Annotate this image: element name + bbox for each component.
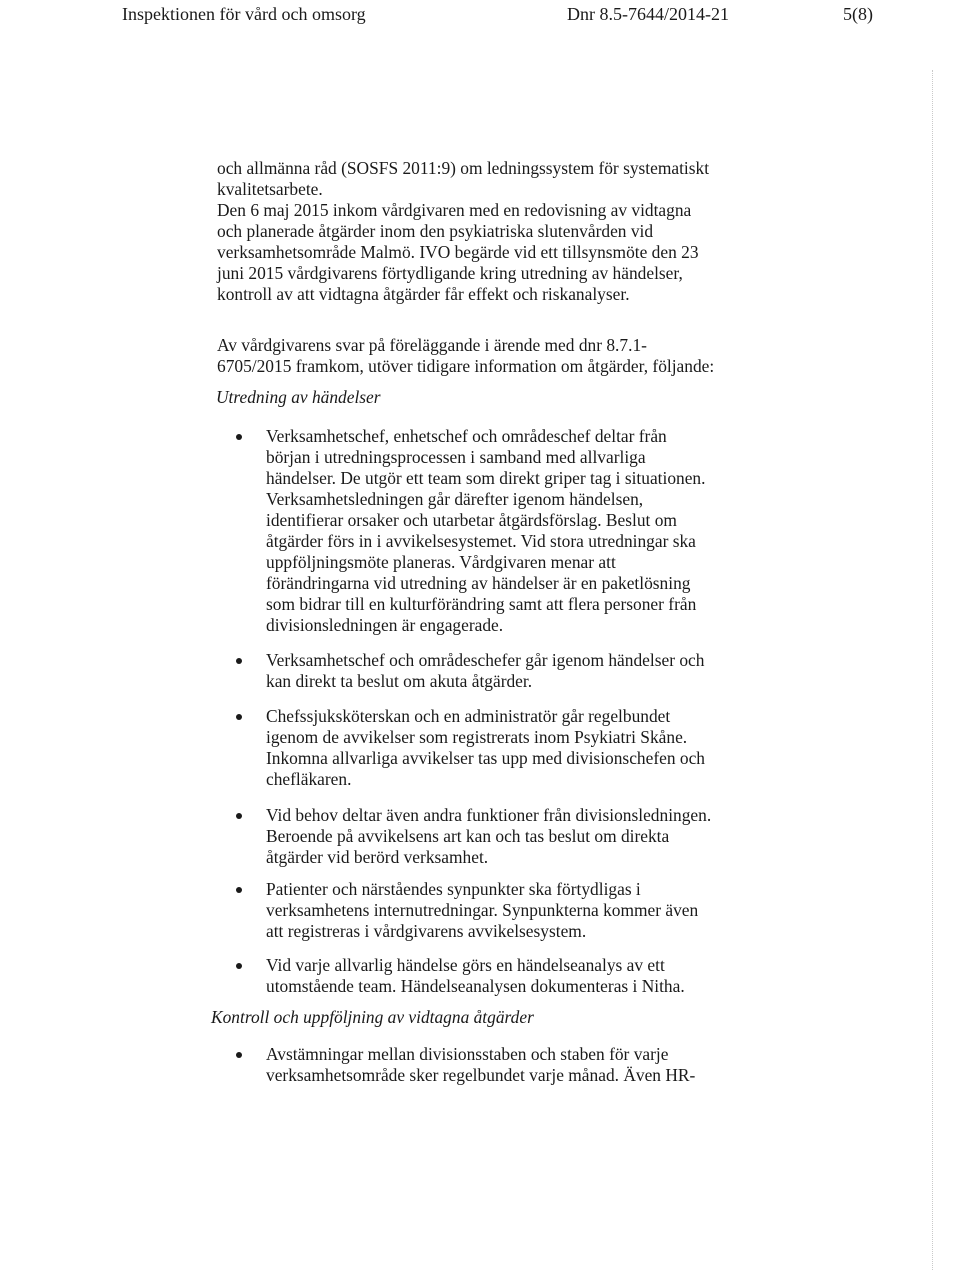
document-number: Dnr 8.5-7644/2014-21 [567, 4, 729, 24]
paragraph-response [217, 335, 747, 377]
bullet-icon [236, 714, 242, 720]
text-line: Den 6 maj 2015 inkom vårdgivaren med en redovisning av vidtagna [217, 200, 692, 220]
bullet-icon [236, 1052, 242, 1058]
text-line: Verksamhetschef, enhetschef och områdeschef deltar från [266, 426, 667, 446]
bullet-icon [236, 434, 242, 440]
text-line: Chefssjuksköterskan och en administratör går regelbundet [266, 706, 671, 726]
bullet-icon [236, 963, 242, 969]
text-line: kan direkt ta beslut om akuta åtgärder. [266, 671, 533, 691]
text-line: åtgärder vid berörd verksamhet. [266, 847, 489, 867]
text-line: juni 2015 vårdgivarens förtydligande kring utredning av händelser, [217, 263, 683, 283]
text-line: som bidrar till en kulturförändring samt att flera personer från [266, 594, 697, 614]
text-line: uppföljningsmöte planeras. Vårdgivaren menar att [266, 552, 616, 572]
text-line: Vid varje allvarlig händelse görs en händelseanalys av ett [266, 955, 665, 975]
text-line: Inkomna allvarliga avvikelser tas upp med divisionschefen och [266, 748, 705, 768]
agency-name: Inspektionen för vård och omsorg [122, 4, 366, 24]
text-line: och planerade åtgärder inom den psykiatriska slutenvården vid [217, 221, 654, 241]
text-line: händelser. De utgör ett team som direkt griper tag i situationen. [266, 468, 706, 488]
text-line: Verksamhetschef och områdeschefer går igenom händelser och [266, 650, 705, 670]
bullet-icon [236, 658, 242, 664]
bullet-icon [236, 887, 242, 893]
text-line: 6705/2015 framkom, utöver tidigare information om åtgärder, följande: [217, 356, 715, 376]
text-line: verksamhetens internutredningar. Synpunkterna kommer även [266, 900, 699, 920]
text-line: kontroll av att vidtagna åtgärder får effekt och riskanalyser. [217, 284, 630, 304]
text-line: chefläkaren. [266, 769, 352, 789]
text-line: Beroende på avvikelsens art kan och tas beslut om direkta [266, 826, 670, 846]
text-line: verksamhetsområde Malmö. IVO begärde vid ett tillsynsmöte den 23 [217, 242, 699, 262]
text-line: början i utredningsprocessen i samband med allvarliga [266, 447, 646, 467]
text-line: åtgärder förs in i avvikelsesystemet. Vid stora utredningar ska [266, 531, 696, 551]
text-line: Patienter och närståendes synpunkter ska förtydligas i [266, 879, 641, 899]
text-line: att registreras i vårdgivarens avvikelsesystem. [266, 921, 587, 941]
text-line: kvalitetsarbete. [217, 179, 323, 199]
text-line: igenom de avvikelser som registrerats inom Psykiatri Skåne. [266, 727, 688, 747]
bullet-icon [236, 813, 242, 819]
text-line: divisionsledningen är engagerade. [266, 615, 504, 635]
text-line: Vid behov deltar även andra funktioner från divisionsledningen. [266, 805, 712, 825]
section-heading-follow-up: Kontroll och uppföljning av vidtagna åtgärder [211, 1007, 534, 1027]
paragraph-report [217, 200, 747, 305]
text-line: verksamhetsområde sker regelbundet varje månad. Även HR- [266, 1065, 696, 1085]
paragraph-regulation [217, 158, 747, 200]
text-line: Avstämningar mellan divisionsstaben och staben för varje [266, 1044, 669, 1064]
page-number: 5(8) [843, 4, 873, 24]
text-line: Verksamhetsledningen går därefter igenom händelsen, [266, 489, 644, 509]
scan-edge-line [932, 70, 933, 1270]
text-line: identifierar orsaker och utarbetar åtgärdsförslag. Beslut om [266, 510, 677, 530]
section-heading-investigation: Utredning av händelser [216, 387, 381, 407]
text-line: förändringarna vid utredning av händelser är en paketlösning [266, 573, 691, 593]
text-line: Av vårdgivarens svar på föreläggande i ärende med dnr 8.7.1- [217, 335, 647, 355]
text-line: utomstående team. Händelseanalysen dokumenteras i Nitha. [266, 976, 685, 996]
text-line: och allmänna råd (SOSFS 2011:9) om ledningssystem för systematiskt [217, 158, 710, 178]
